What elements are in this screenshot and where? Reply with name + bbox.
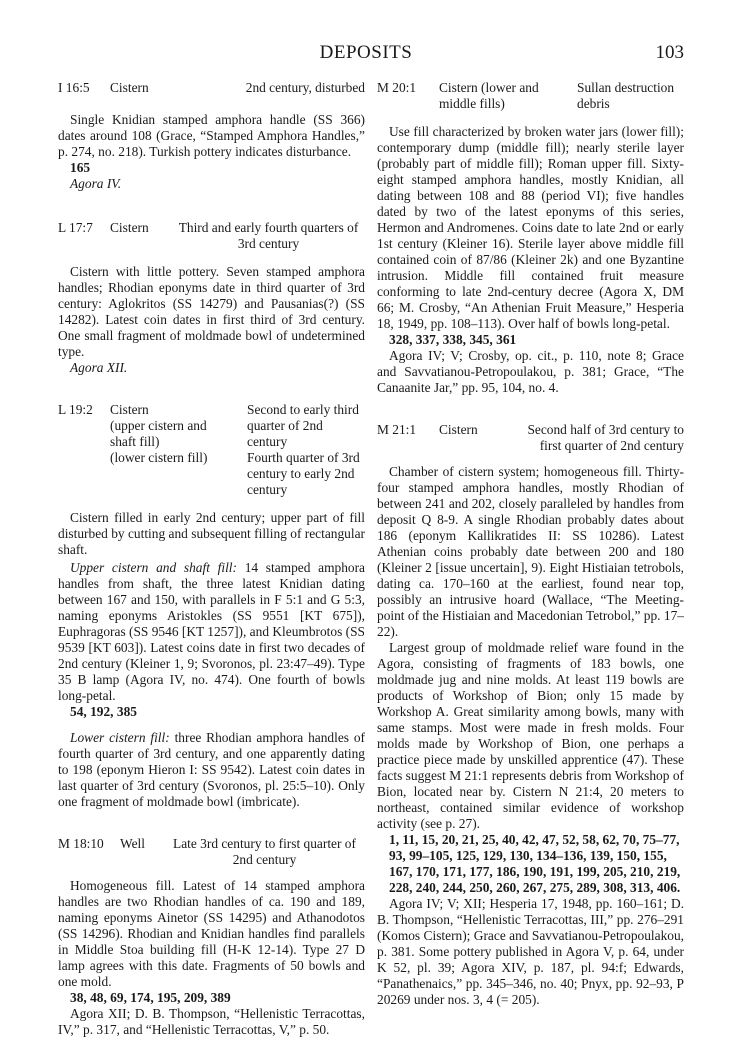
deposit-code: M 21:1 <box>377 422 417 437</box>
catalogue-refs: 165 <box>70 160 91 175</box>
deposit-date: 2nd century, disturbed <box>245 80 365 95</box>
subfill-date-lower: Fourth quarter of 3rd century to early 2nd century <box>247 450 360 497</box>
deposit-description: Chamber of cistern system; homogeneous fill. Thirty-four stamped amphora handles, mostly Rhodian of between 241 and 202, closely paralleled by handles from deposit Q 8-9. A single Rhodian probably dates about 186 (eponym Kallikratides II: SS 10286). Latest Athenian coins probably date between 200 and 180 (Kleiner 2 [issue uncertain], 9). Eight Histiaian tetrobols, dating ca. 170–160 at the earliest, found near top, possibly an intrusive hoard (Wallace, “The Meeting-point of the Histiaian and Macedonian Tetrobol,” pp. 17–22). <box>377 464 684 639</box>
deposit-type: Cistern <box>110 80 149 95</box>
deposit-type: Cistern <box>110 402 149 417</box>
entry-heading <box>58 836 365 868</box>
catalogue-refs: 38, 48, 69, 174, 195, 209, 389 <box>70 990 231 1005</box>
deposit-code: I 16:5 <box>58 80 90 95</box>
deposit-entry-i16-5 <box>58 80 365 192</box>
subfill-label-upper: (upper cistern and shaft fill) <box>110 418 207 449</box>
deposit-entry-l19-2 <box>58 402 365 810</box>
subfill-date-upper: Second to early third quarter of 2nd century <box>247 402 359 449</box>
catalogue-refs: 328, 337, 338, 345, 361 <box>389 332 517 347</box>
deposit-description: Use fill characterized by broken water jars (lower fill); contemporary dump (middle fill); nearly sterile layer (probably part of middle fill); Roman upper fill. Sixty-eight stamped amphora handles, mostly Knidian, all dating between 108 and 88 (period VI); five handles dated by two of the latest eponyms of this series, Hermon and Andromenes. Coins date to late 2nd or early 1st century (Kleiner 16). Sterile layer above middle fill contained coin of 87/86 (Kleiner 2k) and one Byzantine intrusion. Middle fill contained fruit measure conforming to late 2nd-century decree (Agora X, DM 66; M. Crosby, “An Athenian Fruit Measure,” Hesperia 18, 1949, pp. 108–113). Over half of bowls long-petal. <box>377 124 684 331</box>
deposit-code: L 19:2 <box>58 402 93 417</box>
entry-heading <box>377 80 684 112</box>
bibliography: Agora IV. <box>70 176 122 191</box>
deposit-description: Cistern filled in early 2nd century; upper part of fill disturbed by cutting and subsequent filling of rectangular shaft. <box>58 510 365 557</box>
deposit-type: Well <box>120 836 145 851</box>
deposit-code: L 17:7 <box>58 220 93 235</box>
entry-heading <box>58 402 365 498</box>
deposit-entry-l17-7 <box>58 220 365 376</box>
lower-fill-description: Lower cistern fill: three Rhodian amphora handles of fourth quarter of 3rd century, and one apparently dating to 198 (eponym Hieron I: SS 9542). Latest coin dates in last quarter of 3rd century (Svoronos, pl. 25:5–10). Only one fragment of moldmade bowl (imbricate). <box>58 730 366 809</box>
bibliography: Agora IV; V; XII; Hesperia 17, 1948, pp. 160–161; D. B. Thompson, “Hellenistic Terracottas, III,” pp. 276–291 (Komos Cistern); Grace and Savvatianou-Petropoulakou, p. 381. Some pottery published in Agora V, p. 64, under K 52, pl. 39; Agora XIV, p. 187, pl. 94:f; Edwards, “Panathenaics,” pp. 345–346, no. 40; Pnyx, pp. 92–93, P 20269 under nos. 3, 4 (= 205). <box>377 896 684 1007</box>
upper-fill-description: Upper cistern and shaft fill: 14 stamped amphora handles from shaft, the three latest Knidian dating between 167 and 150, with parallels in F 5:1 and G 5:3, naming eponyms Aristokles (SS 9551 [KT 675]), Euphragoras (SS 9546 [KT 1257]), and Kleumbrotos (SS 9539 [KT 603]). Latest coins date in first two decades of 2nd century (Kleiner 1, 9; Svoronos, pl. 23:47–49). Type 35 B lamp (Agora IV, no. 474). One fourth of bowls long-petal. <box>58 560 365 703</box>
catalogue-refs: 54, 192, 385 <box>70 704 137 719</box>
deposit-description: Single Knidian stamped amphora handle (SS 366) dates around 108 (Grace, “Stamped Amphora Handles,” p. 274, no. 218). Turkish pottery indicates disturbance. <box>58 112 365 159</box>
deposit-date: Late 3rd century to first quarter of 2nd century <box>173 836 356 867</box>
deposit-code: M 20:1 <box>377 80 417 95</box>
entry-heading <box>377 422 684 454</box>
deposit-type: Cistern <box>110 220 149 235</box>
right-column <box>377 80 684 1008</box>
deposit-description: Homogeneous fill. Latest of 14 stamped amphora handles are two Rhodian handles of ca. 190 and 189, naming eponyms Ainetor (SS 14295) and Athanodotos (SS 14296). Rhodian and Knidian handles find parallels in Middle Stoa building fill (H-K 12-14). Type 27 D lamp agrees with this date. Fragments of 50 bowls and one mold. <box>58 878 365 989</box>
deposit-type: Cistern (lower and middle fills) <box>439 80 539 111</box>
deposit-code: M 18:10 <box>58 836 104 851</box>
deposit-type: Cistern <box>439 422 478 437</box>
deposit-entry-m18-10 <box>58 836 365 1038</box>
deposit-date: Sullan destruction debris <box>577 80 675 111</box>
bibliography: Agora XII. <box>70 360 128 375</box>
subfill-label-lower: (lower cistern fill) <box>110 450 208 465</box>
deposit-description-2: Largest group of moldmade relief ware found in the Agora, consisting of fragments of 183 bowls, one moldmade jug and nine molds. At least 119 bowls are products of Workshop of Bion; only 15 made by Workshop A. Great similarity among bowls, many with same stamps. Most were made in fresh molds. Four molds made by Workshop of Bion, one perhaps a practice piece made by unskilled apprentice (47). These facts suggest M 21:1 represents debris from Workshop of Bion, located near by. Cistern N 21:4, 20 meters to northeast, contained similar evidence of workshop activity (see p. 27). <box>377 640 684 831</box>
left-column <box>58 80 365 1038</box>
deposit-entry-m20-1 <box>377 80 684 396</box>
page-number: 103 <box>655 42 684 63</box>
bibliography: Agora XII; D. B. Thompson, “Hellenistic Terracottas, IV,” p. 317, and “Hellenistic Terracottas, V,” p. 50. <box>58 1006 365 1037</box>
deposit-date: Third and early fourth quarters of 3rd century <box>178 220 359 251</box>
deposit-entry-m21-1 <box>377 422 684 1008</box>
entry-heading <box>58 220 365 252</box>
running-head <box>48 42 684 72</box>
page-title: DEPOSITS <box>319 42 413 63</box>
deposit-date: Second half of 3rd century to first quarter of 2nd century <box>527 422 684 453</box>
bibliography: Agora IV; V; Crosby, op. cit., p. 110, note 8; Grace and Savvatianou-Petropoulakou, p. 381; Grace, “The Canaanite Jar,” pp. 95, 104, no. 4. <box>377 348 684 395</box>
entry-heading <box>58 80 365 96</box>
deposit-description: Cistern with little pottery. Seven stamped amphora handles; Rhodian eponyms date in third quarter of 3rd century: Aglokritos (SS 14279) and Pausanias(?) (SS 14282). Latest coin dates in first third of 3rd century. One small fragment of moldmade bowl of undetermined type. <box>58 264 365 359</box>
catalogue-refs: 1, 11, 15, 20, 21, 25, 40, 42, 47, 52, 58, 62, 70, 75–77, 93, 99–105, 125, 129, 130, 134–136, 139, 150, 155, 167, 170, 171, 177, 186, 190, 191, 199, 205, 210, 219, 228, 240, 244, 250, 260, 267, 275, 289, 308, 313, 406. <box>389 832 681 895</box>
